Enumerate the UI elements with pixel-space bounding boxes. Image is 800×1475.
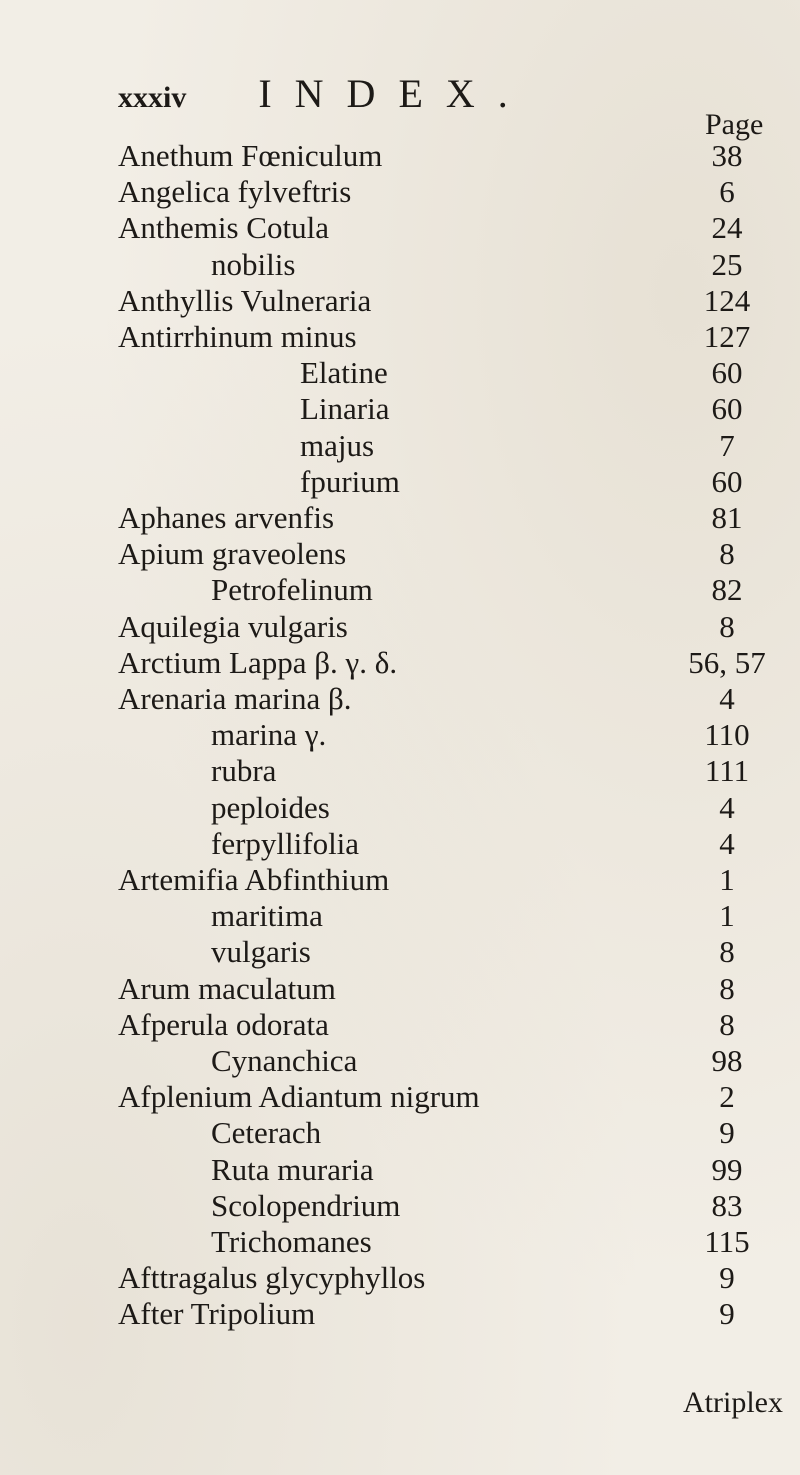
page-column-label: Page xyxy=(705,108,764,141)
index-entry xyxy=(0,464,800,500)
page-number: xxxiv xyxy=(118,81,187,114)
entry-page: 98 xyxy=(711,1043,743,1078)
entry-name: majus xyxy=(300,427,375,463)
entry-name: Ruta muraria xyxy=(211,1151,374,1187)
index-entry xyxy=(0,1260,800,1296)
index-entry xyxy=(0,1152,800,1188)
entry-name: Arenaria marina β. xyxy=(118,681,352,716)
entry-page: 8 xyxy=(719,1006,735,1042)
entry-page: 1 xyxy=(719,898,735,934)
entry-page: 9 xyxy=(719,1260,735,1296)
entry-page: 60 xyxy=(711,463,743,499)
entry-name: vulgaris xyxy=(211,934,311,970)
index-entry xyxy=(0,1115,800,1151)
index-entry xyxy=(0,319,800,355)
index-entry xyxy=(0,391,800,427)
entry-name: Arctium Lappa β. γ. δ. xyxy=(118,644,398,680)
index-entry xyxy=(0,790,800,826)
index-entry xyxy=(0,898,800,934)
entry-name: ferpyllifolia xyxy=(211,825,360,861)
entry-page: 82 xyxy=(711,572,743,608)
entry-name: maritima xyxy=(211,898,323,934)
entry-page: 8 xyxy=(719,934,735,970)
page-header xyxy=(118,70,531,117)
index-entry xyxy=(0,1296,800,1332)
index-entry xyxy=(0,500,800,536)
index-entry xyxy=(0,355,800,391)
index-entry xyxy=(0,826,800,862)
index-entry xyxy=(0,283,800,319)
entry-page: 115 xyxy=(704,1224,750,1259)
entry-name: Angelica fylveftris xyxy=(118,174,352,210)
index-entry xyxy=(0,971,800,1007)
entry-name: peploides xyxy=(211,789,330,825)
entry-page: 8 xyxy=(719,970,735,1006)
entry-page: 56, 57 xyxy=(688,644,766,680)
entry-page: 110 xyxy=(704,717,750,753)
index-entry xyxy=(0,536,800,572)
index-entry xyxy=(0,247,800,283)
entry-name: Afplenium Adiantum nigrum xyxy=(118,1079,480,1115)
entry-page: 25 xyxy=(711,246,743,282)
entry-page: 8 xyxy=(719,536,735,572)
entry-name: rubra xyxy=(211,753,277,789)
entry-page: 24 xyxy=(711,210,743,246)
index-entry xyxy=(0,1224,800,1260)
index-entry xyxy=(0,934,800,970)
entry-page: 7 xyxy=(719,427,735,463)
entry-page: 124 xyxy=(703,282,751,318)
index-entry xyxy=(0,1043,800,1079)
entry-page: 99 xyxy=(711,1151,743,1187)
index-entry xyxy=(0,1007,800,1043)
index-entry xyxy=(0,210,800,246)
index-entry xyxy=(0,1079,800,1115)
entry-page: 1 xyxy=(719,862,735,897)
entry-name: Artemifia Abfinthium xyxy=(118,862,390,897)
index-entry xyxy=(0,862,800,898)
entry-name: Apium graveolens xyxy=(118,536,347,572)
entry-page: 9 xyxy=(719,1296,735,1332)
index-entry xyxy=(0,428,800,464)
index-entry xyxy=(0,174,800,210)
entry-page: 2 xyxy=(719,1079,735,1115)
entry-page: 83 xyxy=(711,1187,743,1223)
entry-page: 4 xyxy=(719,681,735,716)
entry-name: nobilis xyxy=(211,246,296,282)
entry-name: Anethum Fœniculum xyxy=(118,138,383,173)
index-entry xyxy=(0,681,800,717)
entry-page: 60 xyxy=(711,391,743,427)
entry-page: 127 xyxy=(703,319,751,354)
index-entry xyxy=(0,138,800,174)
entry-name: Aphanes arvenfis xyxy=(118,500,335,535)
entry-name: Arum maculatum xyxy=(118,970,336,1006)
entry-page: 60 xyxy=(711,355,743,391)
catchword: Atriplex xyxy=(683,1386,783,1419)
entry-page: 111 xyxy=(704,753,750,789)
entry-name: Antirrhinum minus xyxy=(118,319,357,354)
entry-name: Petrofelinum xyxy=(211,572,373,608)
entry-name: fpurium xyxy=(300,463,400,499)
index-entry xyxy=(0,753,800,789)
index-entry xyxy=(0,645,800,681)
entry-name: Afperula odorata xyxy=(118,1006,329,1042)
index-entry xyxy=(0,572,800,608)
entry-name: Scolopendrium xyxy=(211,1187,401,1223)
entry-name: Anthyllis Vulneraria xyxy=(118,282,372,318)
entry-name: Anthemis Cotula xyxy=(118,210,329,246)
entry-name: Trichomanes xyxy=(211,1224,372,1259)
entry-name: After Tripolium xyxy=(118,1296,316,1332)
entry-name: Afttragalus glycyphyllos xyxy=(118,1260,426,1296)
index-entry xyxy=(0,1188,800,1224)
entry-page: 4 xyxy=(719,825,735,861)
entry-name: Cynanchica xyxy=(211,1043,358,1078)
entry-page: 4 xyxy=(719,789,735,825)
entry-name: Linaria xyxy=(300,391,390,427)
page-title: INDEX. xyxy=(258,71,531,116)
entry-page: 81 xyxy=(711,500,743,535)
index-entry xyxy=(0,609,800,645)
entry-page: 6 xyxy=(719,174,735,210)
entry-name: Elatine xyxy=(300,355,388,391)
entry-page: 38 xyxy=(711,138,743,173)
entry-name: Aquilegia vulgaris xyxy=(118,608,348,644)
entry-page: 8 xyxy=(719,608,735,644)
entry-name: Ceterach xyxy=(211,1115,322,1151)
entry-page: 9 xyxy=(719,1115,735,1151)
index-entry xyxy=(0,717,800,753)
entry-name: marina γ. xyxy=(211,717,327,753)
